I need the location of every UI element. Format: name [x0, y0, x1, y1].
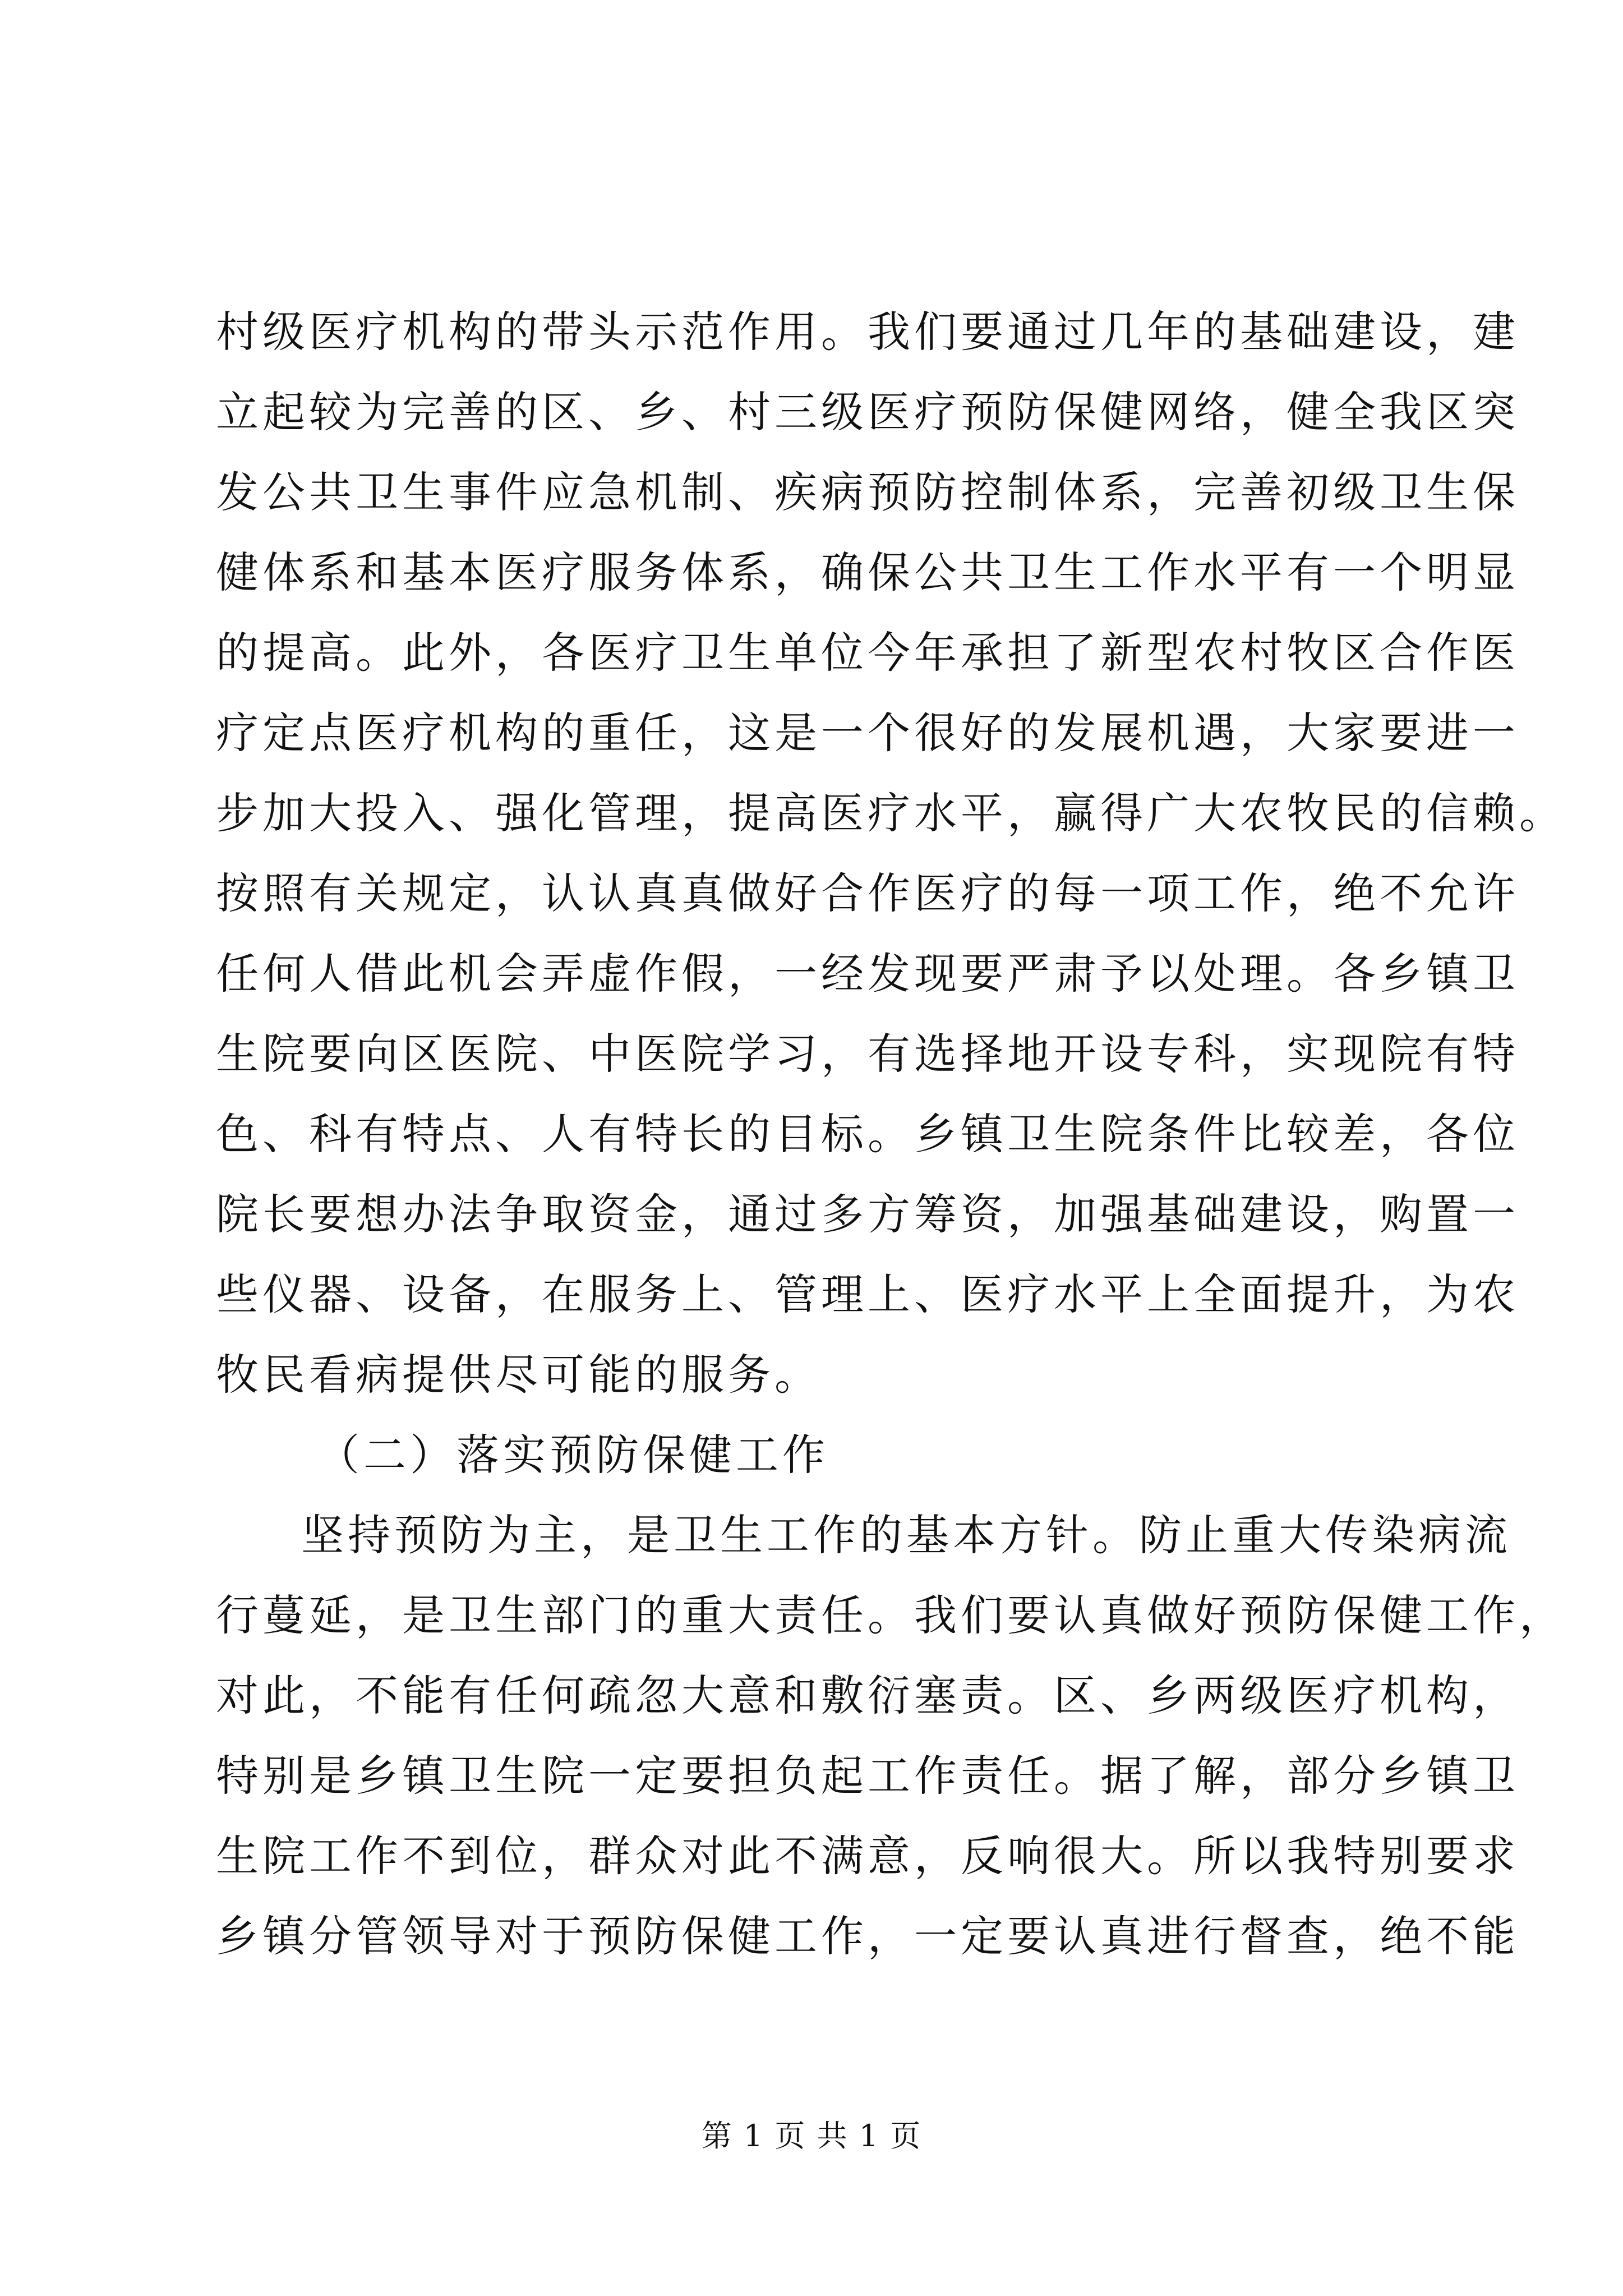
text-line-6: 疗定点医疗机构的重任，这是一个很好的发展机遇，大家要进一 [216, 708, 1519, 758]
text-line-19: 生院工作不到位，群众对此不满意，反响很大。所以我特别要求 [216, 1831, 1519, 1881]
text-line-2: 立起较为完善的区、乡、村三级医疗预防保健网络，健全我区突 [216, 387, 1519, 437]
text-line-10: 生院要向区医院、中医院学习，有选择地开设专科，实现院有特 [216, 1029, 1519, 1079]
text-line-18: 特别是乡镇卫生院一定要担负起工作责任。据了解，部分乡镇卫 [216, 1751, 1519, 1801]
text-line-16: 行蔓延，是卫生部门的重大责任。我们要认真做好预防保健工作， [216, 1590, 1566, 1640]
text-line-12: 院长要想办法争取资金，通过多方筹资，加强基础建设，购置一 [216, 1189, 1519, 1239]
text-line-5: 的提高。此外，各医疗卫生单位今年承担了新型农村牧区合作医 [216, 628, 1519, 678]
text-line-3: 发公共卫生事件应急机制、疾病预防控制体系，完善初级卫生保 [216, 467, 1519, 517]
text-line-8: 按照有关规定，认认真真做好合作医疗的每一项工作，绝不允许 [216, 868, 1519, 918]
text-line-14: 牧民看病提供尽可能的服务。 [216, 1350, 821, 1400]
text-line-20: 乡镇分管领导对于预防保健工作，一定要认真进行督查，绝不能 [216, 1911, 1519, 1961]
text-line-7: 步加大投入、强化管理，提高医疗水平，赢得广大农牧民的信赖。 [216, 788, 1566, 838]
text-line-17: 对此，不能有任何疏忽大意和敷衍塞责。区、乡两级医疗机构， [216, 1671, 1519, 1720]
text-line-15: 坚持预防为主，是卫生工作的基本方针。防止重大传染病流 [301, 1510, 1511, 1560]
text-line-1: 村级医疗机构的带头示范作用。我们要通过几年的基础建设，建 [216, 307, 1519, 357]
text-line-9: 任何人借此机会弄虚作假，一经发现要严肃予以处理。各乡镇卫 [216, 949, 1519, 999]
section-heading: （二）落实预防保健工作 [317, 1430, 829, 1480]
text-line-4: 健体系和基本医疗服务体系，确保公共卫生工作水平有一个明显 [216, 547, 1519, 597]
text-line-11: 色、科有特点、人有特长的目标。乡镇卫生院条件比较差，各位 [216, 1109, 1519, 1159]
text-line-13: 些仪器、设备，在服务上、管理上、医疗水平上全面提升，为农 [216, 1269, 1519, 1319]
page-footer: 第 1 页 共 1 页 [701, 2118, 922, 2154]
document-body [216, 292, 1566, 1976]
